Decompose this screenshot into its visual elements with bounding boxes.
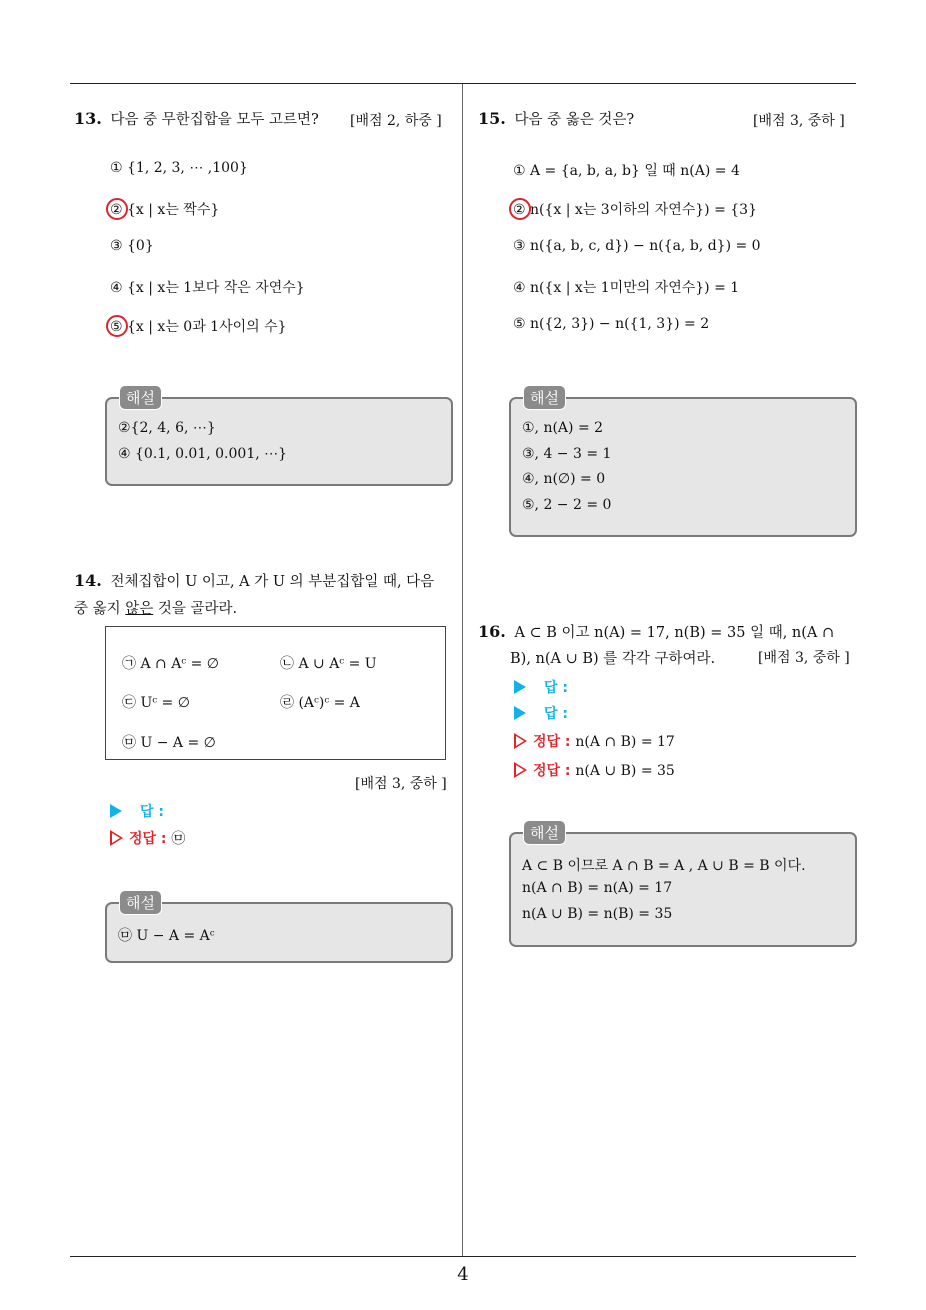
q16-number: 16.	[478, 622, 506, 641]
q14-meta: [배점 3, 중하 ]	[355, 776, 447, 792]
q14-choice-5: ㉤ U − A = ∅	[122, 735, 216, 751]
q13-meta: [배점 2, 하중 ]	[350, 113, 442, 129]
q14-answer-label: 답 :	[140, 804, 164, 820]
outline-triangle-icon	[514, 733, 527, 749]
q13-solution-line-2: ④ {0.1, 0.01, 0.001, ⋯}	[118, 446, 288, 462]
q13-option-1[interactable]: ① {1, 2, 3, ⋯ ,100}	[110, 160, 248, 176]
q16-correct-label-1: 정답 :	[533, 734, 571, 750]
q14-answer-row[interactable]	[110, 801, 164, 821]
q13-header	[74, 108, 319, 129]
play-triangle-icon	[514, 680, 526, 694]
q13-number: 13.	[74, 109, 102, 128]
q15-option-3[interactable]: ③ n({a, b, c, d}) − n({a, b, d}) = 0	[513, 238, 761, 254]
q16-answer-label-2: 답 :	[544, 706, 568, 722]
play-triangle-icon	[110, 804, 122, 818]
q16-solution-line-3: n(A ∪ B) = n(B) = 35	[522, 906, 673, 922]
column-divider	[462, 84, 463, 1256]
q16-answer-label-1: 답 :	[544, 680, 568, 696]
q14-choice-2: ㉡ A ∪ Aᶜ = U	[280, 656, 377, 672]
q15-solution-box	[509, 397, 857, 537]
q15-number: 15.	[478, 109, 506, 128]
outline-triangle-icon	[514, 762, 527, 778]
q13-solution-line-1: ②{2, 4, 6, ⋯}	[118, 420, 216, 436]
q14-correct-value: ㉤	[171, 831, 186, 847]
q15-answer-mark-2	[509, 198, 531, 220]
q13-answer-mark-2	[106, 198, 128, 220]
q16-correct-row-2	[514, 760, 675, 780]
q13-solution-box	[105, 397, 453, 486]
q14-header	[74, 570, 434, 591]
q16-correct-row-1	[514, 731, 675, 751]
q16-answer-row-2[interactable]	[514, 703, 568, 723]
q13-option-4[interactable]: ④ {x | x는 1보다 작은 자연수}	[110, 280, 305, 296]
q16-correct-value-1: n(A ∩ B) = 17	[575, 734, 675, 750]
q14-choice-3: ㉢ Uᶜ = ∅	[122, 695, 190, 711]
q16-meta: [배점 3, 중하 ]	[758, 650, 850, 666]
q14-correct-label: 정답 :	[129, 831, 167, 847]
q15-option-1[interactable]: ① A = {a, b, a, b} 일 때 n(A) = 4	[513, 163, 740, 179]
q16-correct-value-2: n(A ∪ B) = 35	[575, 763, 675, 779]
q16-correct-label-2: 정답 :	[533, 763, 571, 779]
q15-solution-line-1: ①, n(A) = 2	[522, 420, 604, 436]
q14-solution-tag: 해설	[119, 890, 162, 915]
q15-header	[478, 108, 634, 129]
q13-option-2[interactable]: ② {x | x는 짝수}	[110, 202, 220, 218]
q15-meta: [배점 3, 중하 ]	[753, 113, 845, 129]
q14-solution-line-1: ㉤ U − A = Aᶜ	[118, 928, 215, 944]
top-rule	[70, 83, 856, 84]
q14-correct-row	[110, 828, 185, 848]
q13-text: 다음 중 무한집합을 모두 고르면?	[110, 112, 319, 128]
q15-solution-tag: 해설	[523, 385, 566, 410]
q15-text: 다음 중 옳은 것은?	[514, 112, 635, 128]
outline-triangle-icon	[110, 830, 123, 846]
q14-choice-1: ㉠ A ∩ Aᶜ = ∅	[122, 656, 219, 672]
q13-option-3[interactable]: ③ {0}	[110, 238, 154, 254]
play-triangle-icon	[514, 706, 526, 720]
q14-text-line-2: 중 옳지 않은 것을 골라라.	[74, 601, 238, 617]
q14-choice-4: ㉣ (Aᶜ)ᶜ = A	[280, 695, 360, 711]
page-number: 4	[457, 1264, 469, 1285]
q15-option-5[interactable]: ⑤ n({2, 3}) − n({1, 3}) = 2	[513, 316, 710, 332]
q15-option-2[interactable]: ② n({x | x는 3이하의 자연수}) = {3}	[513, 202, 757, 218]
q16-header	[478, 621, 834, 642]
q14-underlined-word: 않은	[125, 601, 154, 617]
q14-number: 14.	[74, 571, 102, 590]
q16-solution-tag: 해설	[523, 820, 566, 845]
bottom-rule	[70, 1256, 856, 1257]
q16-solution-line-2: n(A ∩ B) = n(A) = 17	[522, 880, 673, 896]
q16-text-line-1: A ⊂ B 이고 n(A) = 17, n(B) = 35 일 때, n(A ∩	[514, 625, 835, 641]
q16-text-line-2: B), n(A ∪ B) 를 각각 구하여라.	[510, 651, 716, 667]
q15-solution-line-4: ⑤, 2 − 2 = 0	[522, 497, 612, 513]
q13-option-5[interactable]: ⑤ {x | x는 0과 1사이의 수}	[110, 319, 287, 335]
q15-solution-line-3: ④, n(∅) = 0	[522, 471, 606, 487]
q15-solution-line-2: ③, 4 − 3 = 1	[522, 446, 612, 462]
q14-text-line-1: 전체집합이 U 이고, A 가 U 의 부분집합일 때, 다음	[110, 574, 435, 590]
q13-solution-tag: 해설	[119, 385, 162, 410]
q16-solution-line-1: A ⊂ B 이므로 A ∩ B = A , A ∪ B = B 이다.	[522, 858, 806, 874]
q15-option-4[interactable]: ④ n({x | x는 1미만의 자연수}) = 1	[513, 280, 740, 296]
q13-answer-mark-5	[106, 315, 128, 337]
q16-answer-row-1[interactable]	[514, 677, 568, 697]
